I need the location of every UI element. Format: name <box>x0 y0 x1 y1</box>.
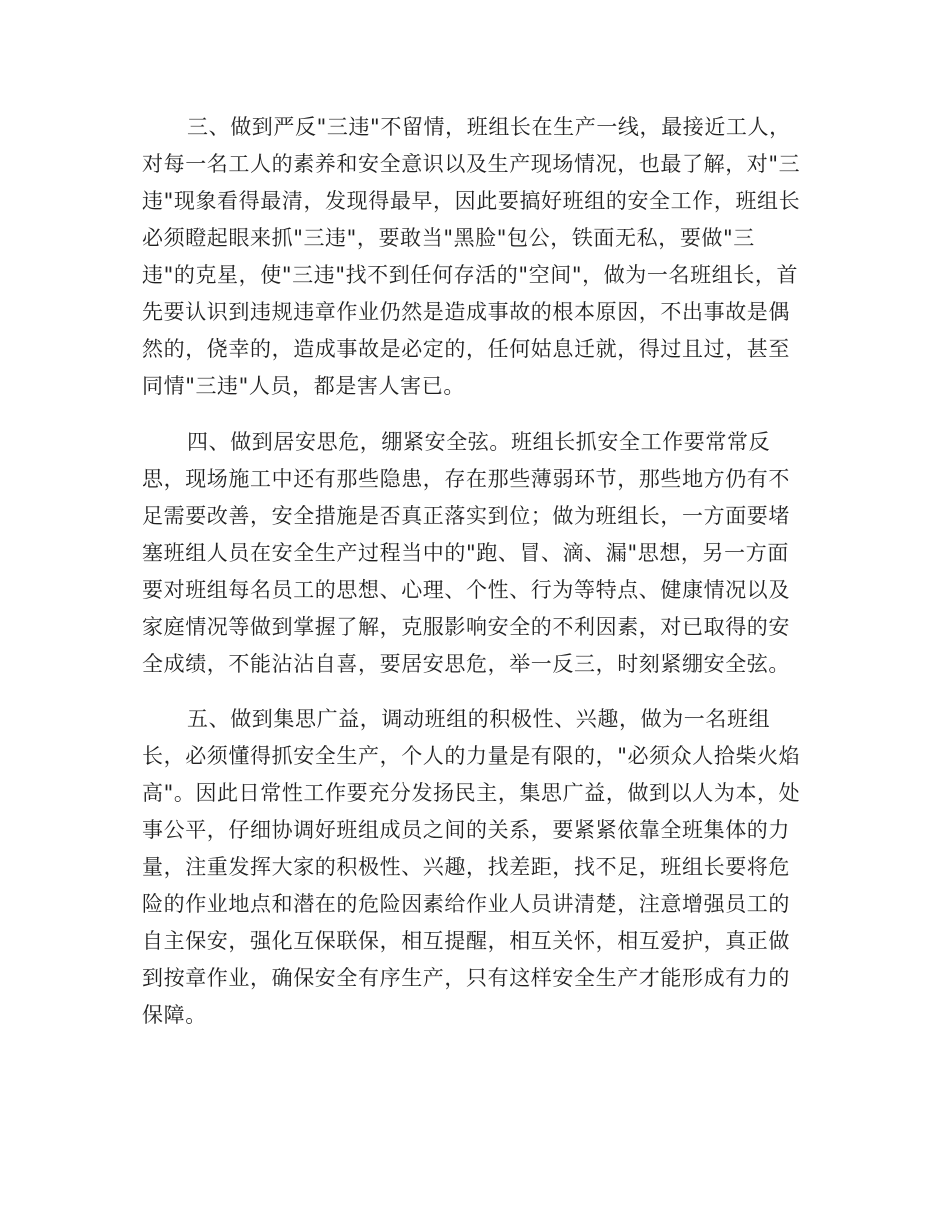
paragraph-line: 违"现象看得最清，发现得最早，因此要搞好班组的安全工作，班组长 <box>142 189 801 213</box>
paragraph-line: 塞班组人员在安全生产过程当中的"跑、冒、滴、漏"思想，另一方面 <box>142 541 789 565</box>
paragraph-line: 险的作业地点和潜在的危险因素给作业人员讲清楚，注意增强员工的 <box>142 892 790 916</box>
paragraph-line: 先要认识到违规违章作业仍然是造成事故的根本原因，不出事故是偶 <box>142 300 790 324</box>
paragraph-line: 要对班组每名员工的思想、心理、个性、行为等特点、健康情况以及 <box>142 578 790 602</box>
paragraph-line: 违"的克星，使"三违"找不到任何存活的"空间"，做为一名班组长，首 <box>142 263 799 287</box>
paragraph-line: 到按章作业，确保安全有序生产，只有这样安全生产才能形成有力的 <box>142 966 790 990</box>
paragraph-line: 事公平，仔细协调好班组成员之间的关系，要紧紧依靠全班集体的力 <box>142 818 790 842</box>
paragraph-line: 全成绩，不能沾沾自喜，要居安思危，举一反三，时刻紧绷安全弦。 <box>142 652 790 676</box>
paragraph-line: 足需要改善，安全措施是否真正落实到位；做为班组长，一方面要堵 <box>142 504 790 528</box>
paragraph-line: 高"。因此日常性工作要充分发扬民主，集思广益，做到以人为本，处 <box>142 781 801 805</box>
paragraph-line: 思，现场施工中还有那些隐患，存在那些薄弱环节，那些地方仍有不 <box>142 467 790 491</box>
paragraph-line: 然的，侥幸的，造成事故是必定的，任何姑息迁就，得过且过，甚至 <box>142 337 790 361</box>
paragraph-line: 同情"三违"人员，都是害人害已。 <box>142 374 465 398</box>
paragraph-line: 自主保安，强化互保联保，相互提醒，相互关怀，相互爱护，真正做 <box>142 929 790 953</box>
paragraph-line: 四、做到居安思危，绷紧安全弦。班组长抓安全工作要常常反 <box>187 430 771 454</box>
paragraph-line: 三、做到严反"三违"不留情，班组长在生产一线，最接近工人， <box>187 115 791 139</box>
paragraph-line: 必须瞪起眼来抓"三违"，要敢当"黑脸"包公，铁面无私，要做"三 <box>142 226 755 250</box>
paragraph-line: 对每一名工人的素养和安全意识以及生产现场情况，也最了解，对"三 <box>142 152 801 176</box>
paragraph-line: 家庭情况等做到掌握了解，克服影响安全的不利因素，对已取得的安 <box>142 615 790 639</box>
paragraph-line: 量，注重发挥大家的积极性、兴趣，找差距，找不足，班组长要将危 <box>142 855 790 879</box>
paragraph-line: 保障。 <box>142 1003 207 1027</box>
paragraph-line: 五、做到集思广益，调动班组的积极性、兴趣，做为一名班组 <box>187 707 771 731</box>
paragraph-line: 长，必须懂得抓安全生产，个人的力量是有限的，"必须众人拾柴火焰 <box>142 744 801 768</box>
